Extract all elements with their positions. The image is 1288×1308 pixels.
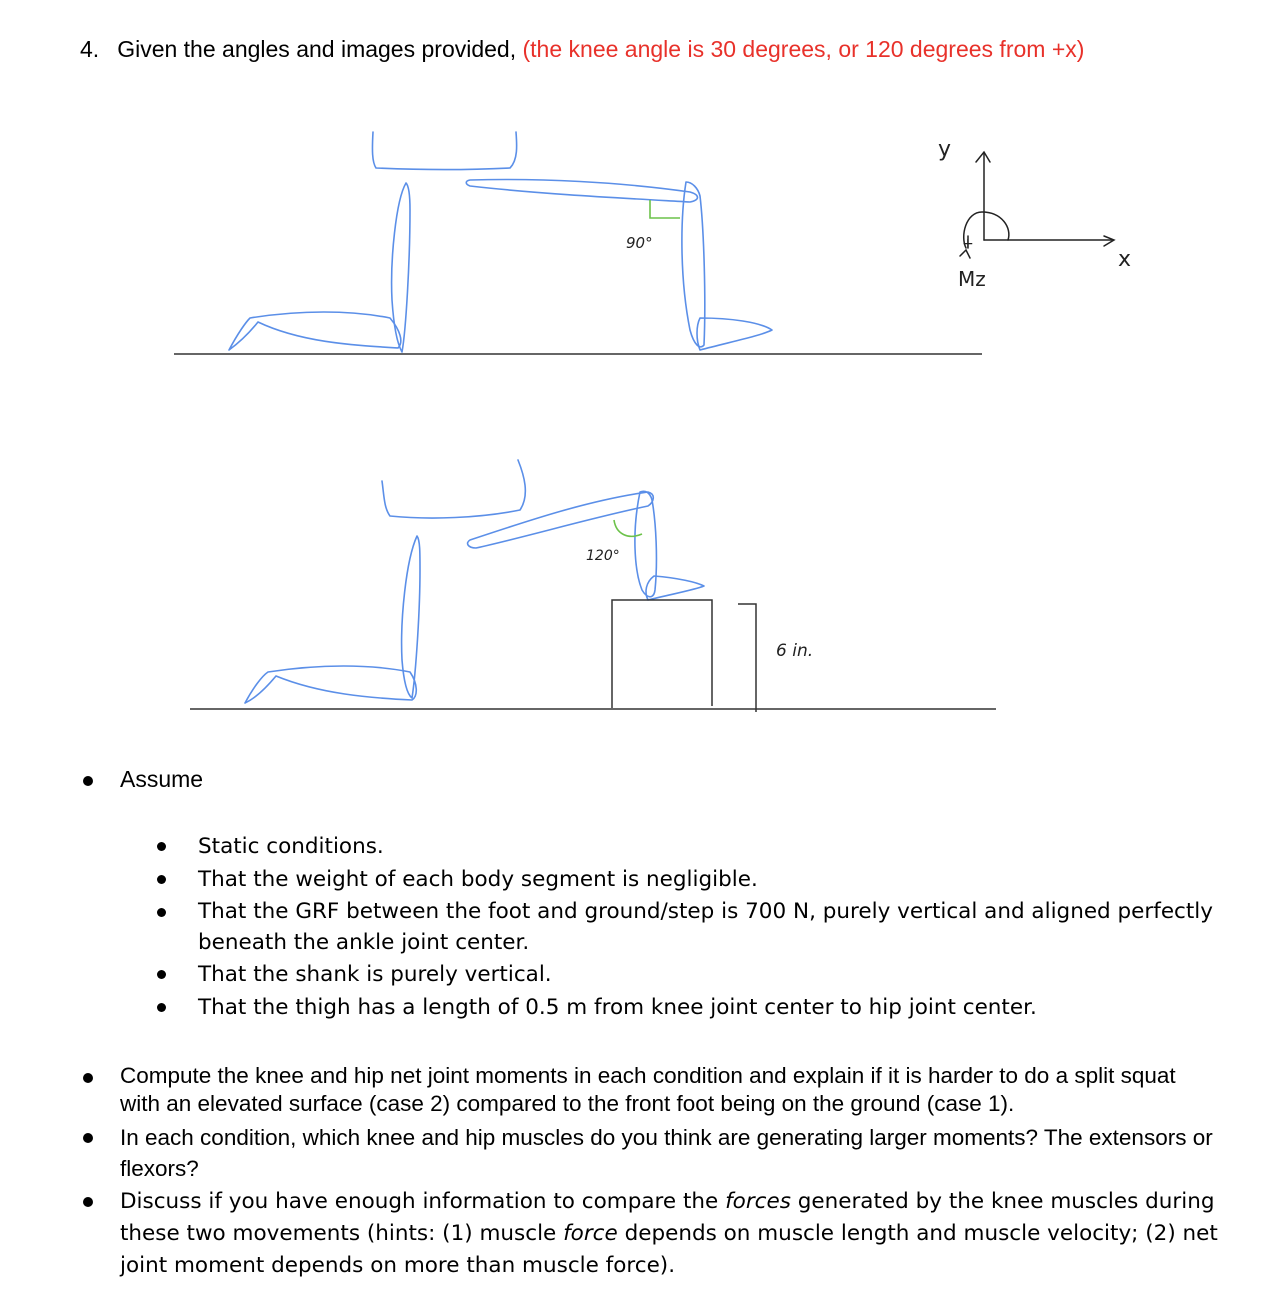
- top-sketch: [229, 132, 772, 352]
- question-item-2: [120, 1122, 1220, 1184]
- question-text-3b: generated by the knee muscles during these two movements (hints: (1) muscle: [120, 1189, 1215, 1246]
- assume-heading: Assume: [120, 766, 204, 792]
- assumption-item: [198, 991, 1218, 1024]
- question-emphasis-force: force: [563, 1221, 618, 1246]
- question-list: [120, 1062, 1220, 1282]
- step-box: [612, 600, 756, 712]
- assumption-text: That the weight of each body segment is negligible.: [198, 867, 758, 892]
- top-angle-label: 90°: [626, 234, 653, 252]
- question-note: (the knee angle is 30 degrees, or 120 degrees from +x): [522, 36, 1085, 62]
- axis-x-label: x: [1118, 247, 1132, 272]
- question-text: Given the angles and images provided,: [117, 36, 517, 62]
- bottom-torso: [382, 460, 525, 518]
- assumption-item: [198, 830, 1218, 863]
- question-emphasis-forces: forces: [725, 1189, 791, 1214]
- assumption-bullet: [157, 970, 166, 979]
- assumption-bullet: [157, 1003, 166, 1012]
- assumption-item: [198, 958, 1218, 991]
- moment-label: Mz: [958, 267, 986, 291]
- question-item-3: [120, 1186, 1220, 1282]
- step-height-label: 6 in.: [776, 641, 814, 661]
- top-torso: [372, 132, 516, 170]
- assumption-item: [198, 896, 1218, 958]
- question-text-3a: Discuss if you have enough information to compare the: [120, 1189, 726, 1214]
- bullet-assume: [83, 776, 93, 786]
- bottom-angle-mark: [614, 520, 642, 536]
- question-item-1: [120, 1062, 1220, 1118]
- question-text-1: Compute the knee and hip net joint moments in each condition and explain if it is harder to do a split squat with an elevated surface (case 2) compared to the front foot being on the ground (case 1).: [120, 1063, 1176, 1116]
- top-rear-foot: [229, 312, 401, 350]
- assumption-text: That the shank is purely vertical.: [198, 962, 552, 987]
- axes-diagram: [960, 152, 1114, 258]
- assumption-bullet: [157, 875, 166, 884]
- axis-y-label: y: [938, 137, 952, 162]
- question-bullet: [83, 1133, 93, 1143]
- assumption-text: Static conditions.: [198, 834, 384, 859]
- top-front-thigh: [466, 180, 697, 203]
- bottom-angle-label: 120°: [586, 548, 620, 564]
- assumption-list: [198, 830, 1218, 1024]
- top-front-shank: [682, 182, 705, 347]
- assumption-text: That the thigh has a length of 0.5 m from knee joint center to hip joint center.: [198, 995, 1037, 1020]
- top-angle-mark: [650, 200, 680, 218]
- assumption-item: [198, 863, 1218, 896]
- assumption-text: That the GRF between the foot and ground/step is 700 N, purely vertical and aligned perfectly beneath the ankle joint center.: [198, 899, 1213, 955]
- question-text-3c: depends on muscle length and muscle velocity; (2) net joint moment depends on more than muscle force).: [120, 1221, 1218, 1278]
- top-front-foot: [697, 318, 772, 350]
- bottom-front-thigh: [468, 492, 654, 548]
- top-rear-thigh: [392, 183, 410, 352]
- assumption-bullet: [157, 842, 166, 851]
- moment-sign: +: [962, 236, 974, 252]
- question-bullet: [83, 1197, 93, 1207]
- bottom-sketch: [245, 460, 704, 703]
- assumption-bullet: [157, 908, 166, 917]
- bottom-rear-foot: [245, 666, 416, 703]
- question-text-2: In each condition, which knee and hip muscles do you think are generating larger moments? The extensors or flexors?: [120, 1125, 1213, 1181]
- question-bullet: [83, 1073, 93, 1083]
- question-number: 4.: [80, 36, 100, 62]
